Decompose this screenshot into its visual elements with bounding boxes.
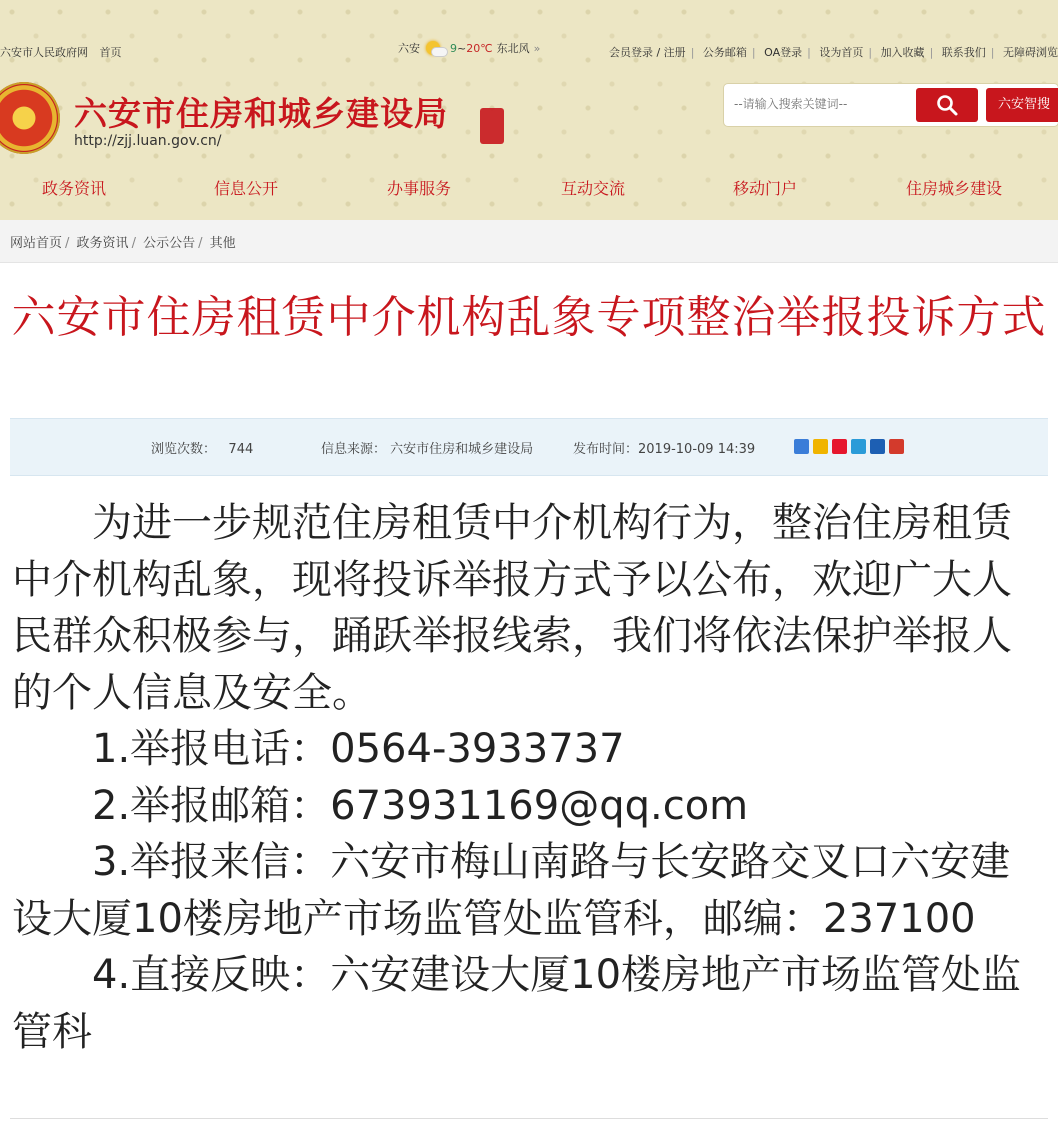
breadcrumb-news[interactable]: 政务资讯 bbox=[76, 236, 129, 251]
gov-portal-link[interactable]: 六安市人民政府网 bbox=[0, 46, 88, 59]
date-label: 发布时间： bbox=[573, 442, 639, 457]
divider bbox=[10, 1118, 1048, 1119]
temp-high: 20℃ bbox=[466, 41, 493, 55]
publish-time bbox=[573, 438, 755, 457]
national-emblem-icon bbox=[0, 82, 60, 154]
report-in-person: 4.直接反映：六安建设大厦10楼房地产市场监管处监管科 bbox=[12, 952, 1022, 1055]
temp-sep: ~ bbox=[457, 41, 467, 55]
breadcrumb: 网站首页 / 政务资讯 / 公示公告 / 其他 bbox=[10, 236, 236, 251]
weather-widget bbox=[398, 40, 540, 56]
report-letter: 3.举报来信：六安市梅山南路与长安路交叉口六安建设大厦10楼房地产市场监管处监管科，邮编：237100 bbox=[12, 839, 1011, 942]
home-link[interactable]: 首页 bbox=[99, 46, 122, 59]
article-meta-bar bbox=[10, 418, 1048, 476]
search-icon bbox=[935, 93, 959, 117]
views-count bbox=[151, 438, 253, 457]
contact-us-link[interactable]: 联系我们 bbox=[941, 46, 986, 59]
nav-item-services[interactable]: 办事服务 bbox=[387, 179, 452, 198]
article-title: 六安市住房租赁中介机构乱象专项整治举报投诉方式 bbox=[11, 292, 1047, 343]
breadcrumb-home[interactable]: 网站首页 bbox=[10, 236, 63, 251]
qzone-icon[interactable] bbox=[813, 439, 828, 454]
breadcrumb-bar bbox=[0, 220, 1058, 263]
views-value: 744 bbox=[228, 442, 254, 457]
nav-item-news[interactable]: 政务资讯 bbox=[42, 179, 107, 198]
report-phone: 1.举报电话：0564-3933737 bbox=[92, 726, 625, 772]
nav-item-interaction[interactable]: 互动交流 bbox=[561, 179, 626, 198]
nav-item-info-disclosure[interactable]: 信息公开 bbox=[214, 179, 279, 198]
nav-item-housing-construction[interactable]: 住房城乡建设 bbox=[906, 179, 1003, 198]
smart-search-button[interactable]: 六安智搜 bbox=[986, 88, 1058, 122]
add-favorite-link[interactable]: 加入收藏 bbox=[880, 46, 925, 59]
breadcrumb-other[interactable]: 其他 bbox=[209, 236, 236, 251]
search-button[interactable] bbox=[916, 88, 978, 122]
source-label: 信息来源： bbox=[321, 442, 387, 457]
official-mail-link[interactable]: 公务邮箱 bbox=[702, 46, 747, 59]
intro-paragraph: 为进一步规范住房租赁中介机构行为，整治住房租赁中介机构乱象，现将投诉举报方式予以公布，欢迎广大人民群众积极参与，踊跃举报线索，我们将依法保护举报人的个人信息及安全。 bbox=[12, 500, 1012, 716]
temp-low: 9 bbox=[450, 41, 457, 55]
site-title[interactable]: 六安市住房和城乡建设局 bbox=[74, 94, 448, 133]
oa-login-link[interactable]: OA登录 bbox=[764, 46, 803, 59]
kaixin-icon[interactable] bbox=[889, 439, 904, 454]
top-left-links bbox=[0, 44, 130, 60]
share-more-icon[interactable] bbox=[794, 439, 809, 454]
nav-item-mobile-portal[interactable]: 移动门户 bbox=[733, 179, 798, 198]
main-nav bbox=[0, 176, 1058, 204]
article-body bbox=[12, 495, 1048, 1060]
renren-icon[interactable] bbox=[870, 439, 885, 454]
accessibility-link[interactable]: 无障碍浏览 bbox=[1003, 46, 1058, 59]
source-value: 六安市住房和城乡建设局 bbox=[390, 442, 534, 457]
partly-sunny-icon bbox=[424, 40, 446, 56]
seal-stamp-icon bbox=[480, 108, 504, 144]
info-source bbox=[321, 438, 533, 457]
search-box bbox=[724, 84, 1058, 126]
site-url: http://zjj.luan.gov.cn/ bbox=[74, 133, 222, 149]
share-icons bbox=[794, 439, 904, 454]
date-value: 2019-10-09 14:39 bbox=[638, 442, 756, 457]
weather-city: 六安 bbox=[398, 42, 420, 55]
site-header bbox=[0, 0, 1058, 220]
wind-direction: 东北风 bbox=[496, 42, 530, 55]
report-email: 2.举报邮箱：673931169@qq.com bbox=[92, 782, 749, 829]
top-bar bbox=[0, 38, 1058, 62]
search-input[interactable] bbox=[732, 89, 916, 119]
tencent-weibo-icon[interactable] bbox=[851, 439, 866, 454]
weather-more-icon[interactable]: » bbox=[533, 41, 541, 55]
set-homepage-link[interactable]: 设为首页 bbox=[819, 46, 864, 59]
weibo-icon[interactable] bbox=[832, 439, 847, 454]
member-login-link[interactable]: 会员登录 / 注册 bbox=[608, 46, 686, 59]
top-right-links: 会员登录 / 注册 | 公务邮箱 | OA登录 | 设为首页 | 加入收藏 | 联系我们 | 无障碍浏览 bbox=[608, 46, 1058, 59]
breadcrumb-announcements[interactable]: 公示公告 bbox=[143, 236, 196, 251]
views-label: 浏览次数： bbox=[151, 442, 217, 457]
